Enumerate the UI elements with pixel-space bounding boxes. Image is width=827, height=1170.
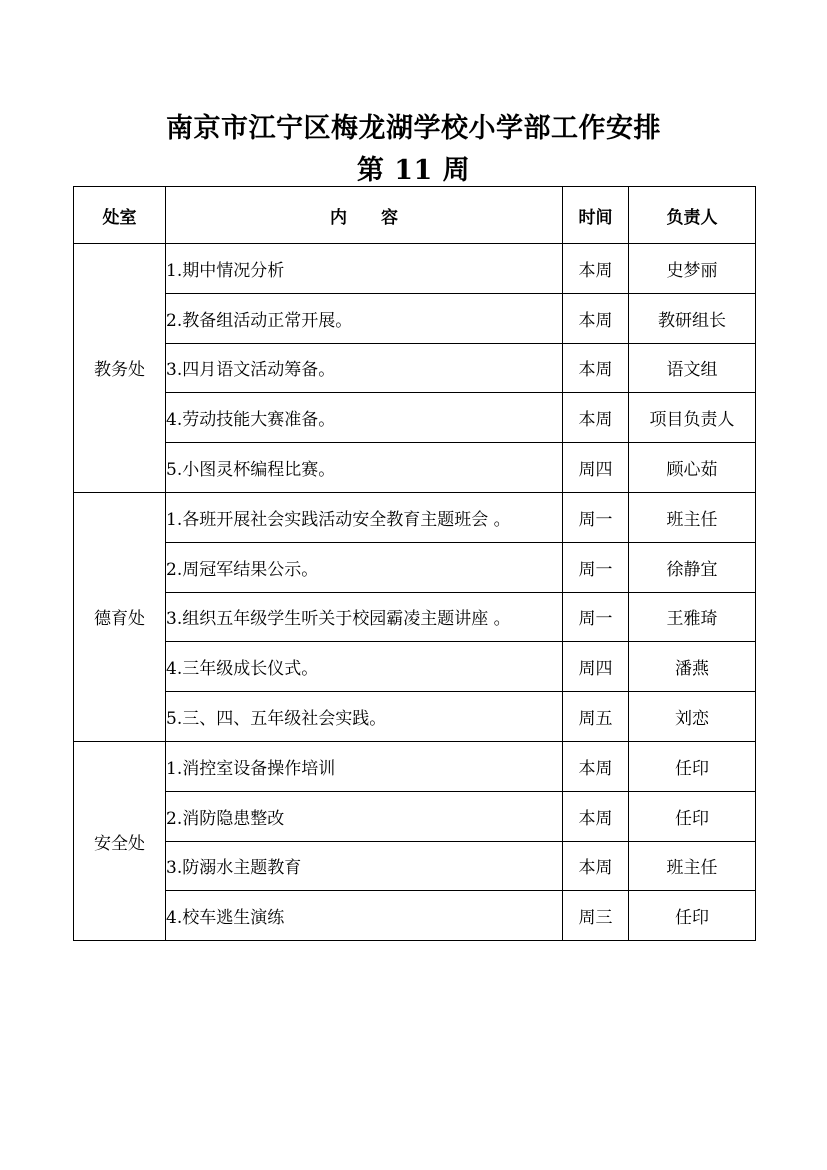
table-row <box>74 244 756 294</box>
dept-cell-academic: 教务处 <box>74 244 166 493</box>
content-cell: 1.消控室设备操作培训 <box>166 741 563 791</box>
dept-cell-safety: 安全处 <box>74 741 166 940</box>
owner-cell: 王雅琦 <box>629 592 756 642</box>
document-title: 南京市江宁区梅龙湖学校小学部工作安排 <box>166 113 661 144</box>
time-cell: 本周 <box>563 791 629 841</box>
time-cell: 本周 <box>563 343 629 393</box>
table-row <box>74 443 756 493</box>
owner-cell: 任印 <box>629 741 756 791</box>
time-cell: 周四 <box>563 642 629 692</box>
table-row <box>74 791 756 841</box>
table-row <box>74 542 756 592</box>
schedule-table <box>73 186 756 941</box>
owner-cell: 语文组 <box>629 343 756 393</box>
content-cell: 4.三年级成长仪式。 <box>166 642 563 692</box>
owner-cell: 教研组长 <box>629 293 756 343</box>
table-row <box>74 692 756 742</box>
time-cell: 周一 <box>563 592 629 642</box>
owner-cell: 班主任 <box>629 841 756 891</box>
table-row <box>74 642 756 692</box>
time-cell: 本周 <box>563 393 629 443</box>
content-cell: 4.劳动技能大赛准备。 <box>166 393 563 443</box>
table-row <box>74 492 756 542</box>
owner-cell: 徐静宜 <box>629 542 756 592</box>
table-row <box>74 343 756 393</box>
table-row <box>74 741 756 791</box>
owner-cell: 刘恋 <box>629 692 756 742</box>
content-cell: 3.组织五年级学生听关于校园霸凌主题讲座 。 <box>166 592 563 642</box>
content-cell: 3.防溺水主题教育 <box>166 841 563 891</box>
time-cell: 周三 <box>563 891 629 941</box>
owner-cell: 任印 <box>629 891 756 941</box>
time-cell: 本周 <box>563 293 629 343</box>
owner-cell: 项目负责人 <box>629 393 756 443</box>
content-cell: 1.各班开展社会实践活动安全教育主题班会 。 <box>166 492 563 542</box>
table-row <box>74 393 756 443</box>
table-row <box>74 293 756 343</box>
header-dept: 处室 <box>74 187 166 244</box>
time-cell: 周五 <box>563 692 629 742</box>
time-cell: 本周 <box>563 741 629 791</box>
time-cell: 周一 <box>563 542 629 592</box>
dept-cell-moral: 德育处 <box>74 492 166 741</box>
table-row <box>74 592 756 642</box>
content-cell: 3.四月语文活动筹备。 <box>166 343 563 393</box>
content-cell: 5.三、四、五年级社会实践。 <box>166 692 563 742</box>
header-time: 时间 <box>563 187 629 244</box>
owner-cell: 顾心茹 <box>629 443 756 493</box>
header-content: 内 容 <box>166 187 563 244</box>
owner-cell: 班主任 <box>629 492 756 542</box>
content-cell: 4.校车逃生演练 <box>166 891 563 941</box>
table-row <box>74 891 756 941</box>
content-cell: 2.消防隐患整改 <box>166 791 563 841</box>
week-label: 第 11 周 <box>356 155 471 186</box>
owner-cell: 史梦丽 <box>629 244 756 294</box>
time-cell: 本周 <box>563 841 629 891</box>
owner-cell: 潘燕 <box>629 642 756 692</box>
header-owner: 负责人 <box>629 187 756 244</box>
time-cell: 本周 <box>563 244 629 294</box>
time-cell: 周四 <box>563 443 629 493</box>
owner-cell: 任印 <box>629 791 756 841</box>
time-cell: 周一 <box>563 492 629 542</box>
table-row <box>74 841 756 891</box>
content-cell: 5.小图灵杯编程比赛。 <box>166 443 563 493</box>
content-cell: 1.期中情况分析 <box>166 244 563 294</box>
content-cell: 2.教备组活动正常开展。 <box>166 293 563 343</box>
content-cell: 2.周冠军结果公示。 <box>166 542 563 592</box>
table-header-row <box>74 187 756 244</box>
